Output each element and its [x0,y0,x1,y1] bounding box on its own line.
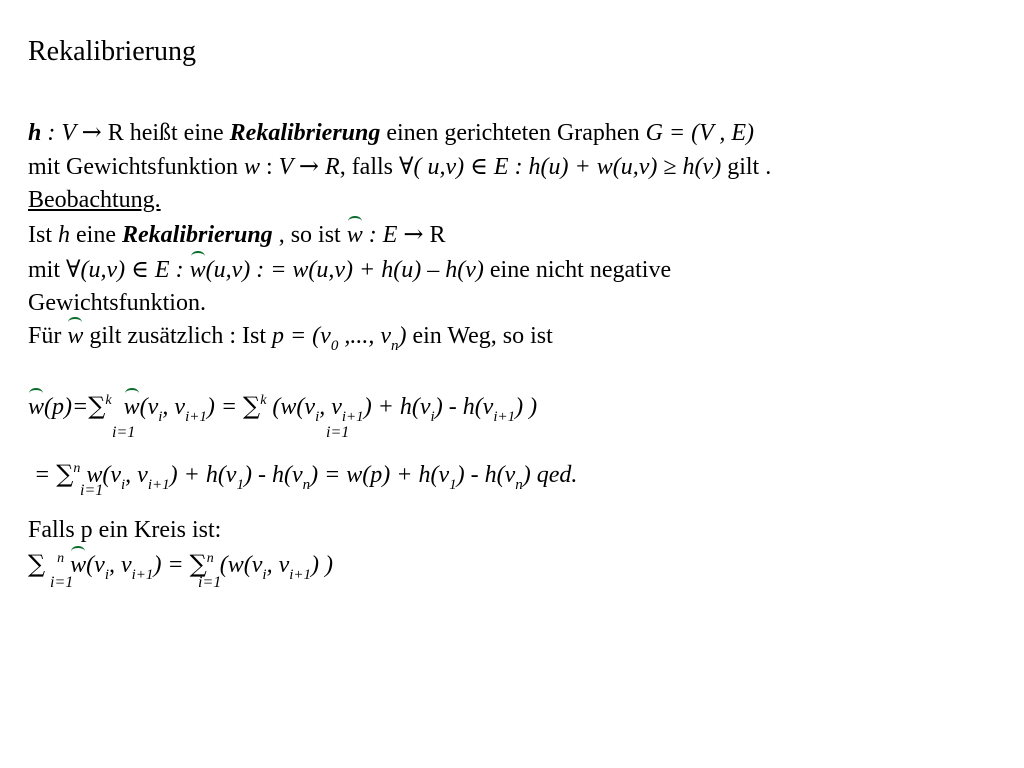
eq3-term: (v [86,552,105,578]
arrow-icon: → [81,118,102,146]
arrow-icon: → [403,220,424,248]
weight-function-text: mit Gewichtsfunktion [28,154,244,180]
observation-line-2 [28,255,671,284]
subscript-n: n [390,338,399,354]
mit-text: mit [28,257,67,283]
sub-n: n [515,477,523,493]
eq2-comma: , v [125,462,148,488]
slide-title: Rekalibrierung [28,36,196,67]
eq3-term2: (w(v [213,552,263,578]
forall-icon: ∀ [399,152,414,180]
eq3-comma: , v [108,552,132,578]
sum-icon: ∑ [28,550,46,578]
w-hat-symbol: w [123,394,140,420]
eq3-comma2: , v [266,552,290,578]
sup-n: n [73,461,81,476]
w-hat-symbol: w [67,323,84,349]
gewichtsfunktion-line: Gewichtsfunktion. [28,290,206,316]
R-symbol: R [319,154,340,180]
w-symbol: w [243,154,260,180]
sub-i1: i+1 [341,409,364,425]
equation-2 [34,460,577,493]
sup-k: k [105,393,112,408]
w-hat-symbol: w [70,552,87,578]
path-p-text: p = (v [271,323,331,349]
reweight-formula: (u,v) : = w(u,v) + h(u) – h(v) [205,257,484,283]
eq2-w: w(v [86,462,121,488]
eq1-term2: (w(v [266,394,316,420]
eq1-minus: ) - h(v [434,394,494,420]
edge-text: (u,v) ∈ E : [80,257,190,283]
sup-n: n [206,551,214,566]
beobachtung-heading: Beobachtung. [28,187,161,213]
V-symbol: V [278,154,299,180]
colon-text: : [260,154,279,180]
equation-1 [28,392,537,425]
ist-text: Ist [28,222,58,248]
sub-i: i [315,409,320,425]
observation-line-1 [28,220,446,249]
forall-icon: ∀ [66,255,81,283]
nonnegative-text: eine nicht negative [483,257,672,283]
path-mid-text: ,..., v [338,323,391,349]
sum-limit: i=1 [80,482,104,499]
so-ist-text: , so ist [272,222,347,248]
eq2-minus: ) - h(v [243,462,303,488]
eq1-plus: ) + h(v [363,394,431,420]
heisst-text: R heißt eine [101,120,230,146]
sub-i: i [262,567,267,583]
domain-E-text: : E [362,222,404,248]
eq1-term1: (v [139,394,159,420]
fuer-text: Für [28,323,68,349]
eq3-end: ) ) [311,552,334,578]
graph-text: einen gerichteten Graphen [380,120,646,146]
falls-kreis-line: Falls p ein Kreis ist: [28,517,222,543]
eq2-plus: ) + h(v [169,462,237,488]
eq2-eq: = [34,462,57,488]
sum-limit: i=1 [50,574,74,591]
sum-limit: i=1 [326,424,350,441]
sum-limit: i=1 [198,574,222,591]
sub-i1: i+1 [289,567,312,583]
eq1-eq: ) = [206,394,244,420]
sub-i1: i+1 [493,409,516,425]
sub-n: n [302,477,311,493]
sub-i: i [158,409,163,425]
R-text: R [423,222,446,248]
eq1-p: (p)= [44,394,89,420]
sum-icon: ∑ [88,392,106,420]
sum-limit: i=1 [112,424,136,441]
eq2-minus2: ) - h(v [456,462,516,488]
path-line [28,322,553,353]
arrow-icon: → [298,152,320,180]
sum-icon: ∑ [56,460,74,488]
sub-i: i [121,477,126,493]
w-hat-symbol: w [346,222,363,248]
eq2-mid: ) = w(p) + h(v [310,462,450,488]
sup-n: n [57,551,65,566]
domain-text: : V [41,120,82,146]
sup-k: k [260,393,267,408]
equation-3 [28,550,333,583]
rekalibrierung-term: Rekalibrierung [121,222,273,248]
sub-1: 1 [449,477,457,493]
eq2-end: ) qed. [522,462,578,488]
sum-icon: ∑ [189,550,207,578]
sub-1: 1 [236,477,244,493]
ein-weg-text: ein Weg, so ist [406,323,553,349]
w-hat-symbol: w [28,394,45,420]
eq3-eq: ) = [153,552,190,578]
sum-icon: ∑ [243,392,261,420]
sub-i1: i+1 [147,477,170,493]
eine-text: eine [70,222,122,248]
rekalibrierung-term: Rekalibrierung [229,120,381,146]
sub-i: i [430,409,435,425]
graph-definition: G = (V , E) [645,120,754,146]
subscript-0: 0 [330,338,339,354]
sub-i1: i+1 [131,567,154,583]
definition-line-2 [28,152,771,181]
sub-i1: i+1 [185,409,207,425]
condition-text: ( u,v) ∈ E : h(u) + w(u,v) ≥ h(v) [413,154,722,180]
h-symbol: h [58,222,70,248]
h-symbol: h [28,120,42,146]
eq1-end: ) ) [515,394,538,420]
path-close-text: ) [398,323,407,349]
gilt-text: gilt . [721,154,772,180]
gilt-zusaetzlich-text: gilt zusätzlich : Ist [83,323,272,349]
falls-text: , falls [339,154,400,180]
w-hat-symbol: w [189,257,206,283]
sub-i: i [104,567,109,583]
eq1-comma2: , v [319,394,342,420]
definition-line-1 [28,118,754,147]
eq1-comma: , v [162,394,186,420]
